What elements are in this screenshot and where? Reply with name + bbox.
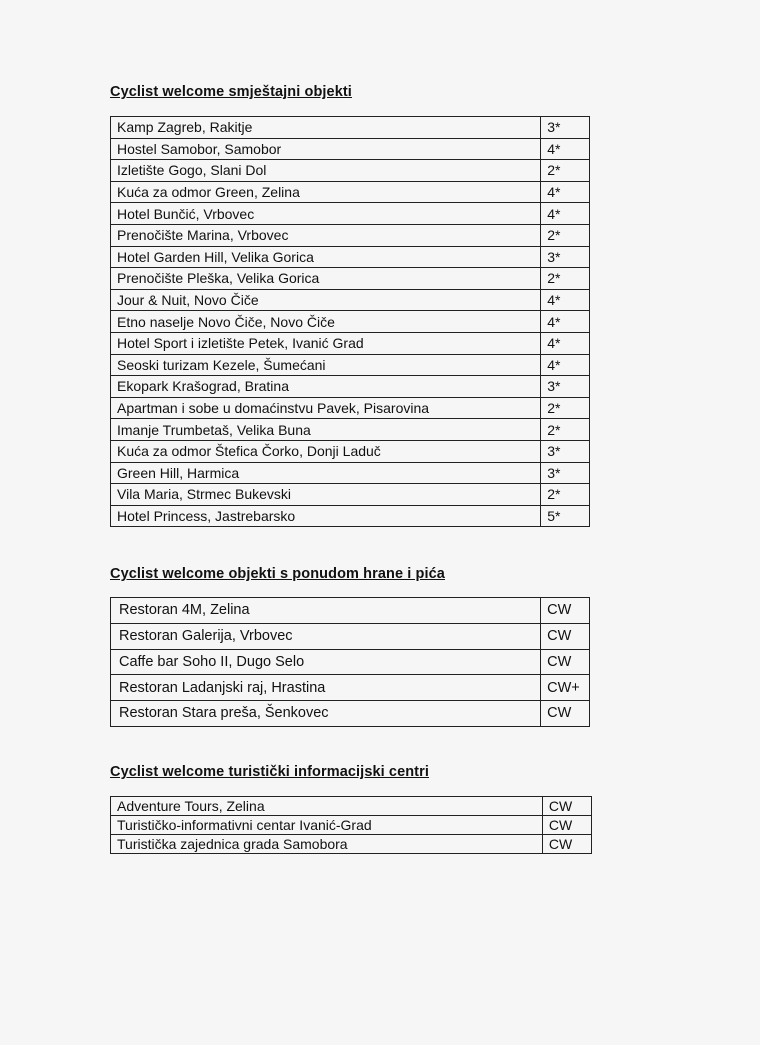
venue-name-cell: Imanje Trumbetaš, Velika Buna (111, 419, 541, 441)
section-title-info-centres: Cyclist welcome turistički informacijski centri (110, 764, 429, 780)
rating-cell: 5* (541, 505, 590, 527)
rating-cell: 3* (541, 462, 590, 484)
rating-cell: 4* (541, 203, 590, 225)
venue-name-cell: Restoran Ladanjski raj, Hrastina (111, 675, 541, 701)
table-row (111, 332, 590, 354)
accommodation-table (110, 116, 590, 527)
venue-name-cell: Adventure Tours, Zelina (111, 797, 543, 816)
table-row (111, 623, 590, 649)
rating-cell: CW (542, 816, 591, 835)
rating-cell: 2* (541, 224, 590, 246)
table-row (111, 117, 590, 139)
rating-cell: 3* (541, 376, 590, 398)
table-row (111, 246, 590, 268)
table-row (111, 816, 592, 835)
venue-name-cell: Restoran 4M, Zelina (111, 598, 541, 624)
rating-cell: 4* (541, 138, 590, 160)
venue-name-cell: Jour & Nuit, Novo Čiče (111, 289, 541, 311)
rating-cell: 4* (541, 289, 590, 311)
rating-cell: CW (542, 835, 591, 854)
venue-name-cell: Turistička zajednica grada Samobora (111, 835, 543, 854)
table-row (111, 440, 590, 462)
table-row (111, 397, 590, 419)
table-row (111, 138, 590, 160)
table-row (111, 505, 590, 527)
table-row (111, 354, 590, 376)
rating-cell: 2* (541, 268, 590, 290)
table-row (111, 268, 590, 290)
table-row (111, 181, 590, 203)
rating-cell: 4* (541, 354, 590, 376)
table-row (111, 289, 590, 311)
rating-cell: 4* (541, 332, 590, 354)
table-row (111, 701, 590, 727)
rating-cell: 2* (541, 419, 590, 441)
section-title-accommodation: Cyclist welcome smještajni objekti (110, 84, 352, 100)
venue-name-cell: Turističko-informativni centar Ivanić-Grad (111, 816, 543, 835)
rating-cell: 2* (541, 484, 590, 506)
rating-cell: CW (541, 623, 590, 649)
venue-name-cell: Caffe bar Soho II, Dugo Selo (111, 649, 541, 675)
venue-name-cell: Hotel Sport i izletište Petek, Ivanić Grad (111, 332, 541, 354)
venue-name-cell: Kamp Zagreb, Rakitje (111, 117, 541, 139)
rating-cell: CW (541, 649, 590, 675)
table-row (111, 376, 590, 398)
venue-name-cell: Prenočište Marina, Vrbovec (111, 224, 541, 246)
venue-name-cell: Vila Maria, Strmec Bukevski (111, 484, 541, 506)
table-row (111, 484, 590, 506)
rating-cell: 4* (541, 311, 590, 333)
table-row (111, 462, 590, 484)
section-title-food-drink: Cyclist welcome objekti s ponudom hrane i pića (110, 566, 445, 582)
rating-cell: 3* (541, 246, 590, 268)
rating-cell: CW (541, 701, 590, 727)
venue-name-cell: Seoski turizam Kezele, Šumećani (111, 354, 541, 376)
table-row (111, 797, 592, 816)
food-drink-table (110, 597, 590, 727)
rating-cell: 3* (541, 440, 590, 462)
rating-cell: CW (541, 598, 590, 624)
venue-name-cell: Hostel Samobor, Samobor (111, 138, 541, 160)
venue-name-cell: Hotel Princess, Jastrebarsko (111, 505, 541, 527)
rating-cell: CW (542, 797, 591, 816)
table-row (111, 649, 590, 675)
table-row (111, 419, 590, 441)
rating-cell: 2* (541, 160, 590, 182)
venue-name-cell: Restoran Stara preša, Šenkovec (111, 701, 541, 727)
rating-cell: 2* (541, 397, 590, 419)
table-row (111, 224, 590, 246)
venue-name-cell: Prenočište Pleška, Velika Gorica (111, 268, 541, 290)
venue-name-cell: Hotel Garden Hill, Velika Gorica (111, 246, 541, 268)
venue-name-cell: Etno naselje Novo Čiče, Novo Čiče (111, 311, 541, 333)
info-centres-table (110, 796, 592, 854)
table-row (111, 598, 590, 624)
venue-name-cell: Kuća za odmor Green, Zelina (111, 181, 541, 203)
table-row (111, 675, 590, 701)
venue-name-cell: Restoran Galerija, Vrbovec (111, 623, 541, 649)
venue-name-cell: Apartman i sobe u domaćinstvu Pavek, Pisarovina (111, 397, 541, 419)
venue-name-cell: Kuća za odmor Štefica Čorko, Donji Laduč (111, 440, 541, 462)
table-row (111, 835, 592, 854)
table-row (111, 311, 590, 333)
venue-name-cell: Izletište Gogo, Slani Dol (111, 160, 541, 182)
venue-name-cell: Green Hill, Harmica (111, 462, 541, 484)
table-row (111, 160, 590, 182)
table-row (111, 203, 590, 225)
rating-cell: 4* (541, 181, 590, 203)
venue-name-cell: Hotel Bunčić, Vrbovec (111, 203, 541, 225)
rating-cell: CW+ (541, 675, 590, 701)
venue-name-cell: Ekopark Krašograd, Bratina (111, 376, 541, 398)
rating-cell: 3* (541, 117, 590, 139)
